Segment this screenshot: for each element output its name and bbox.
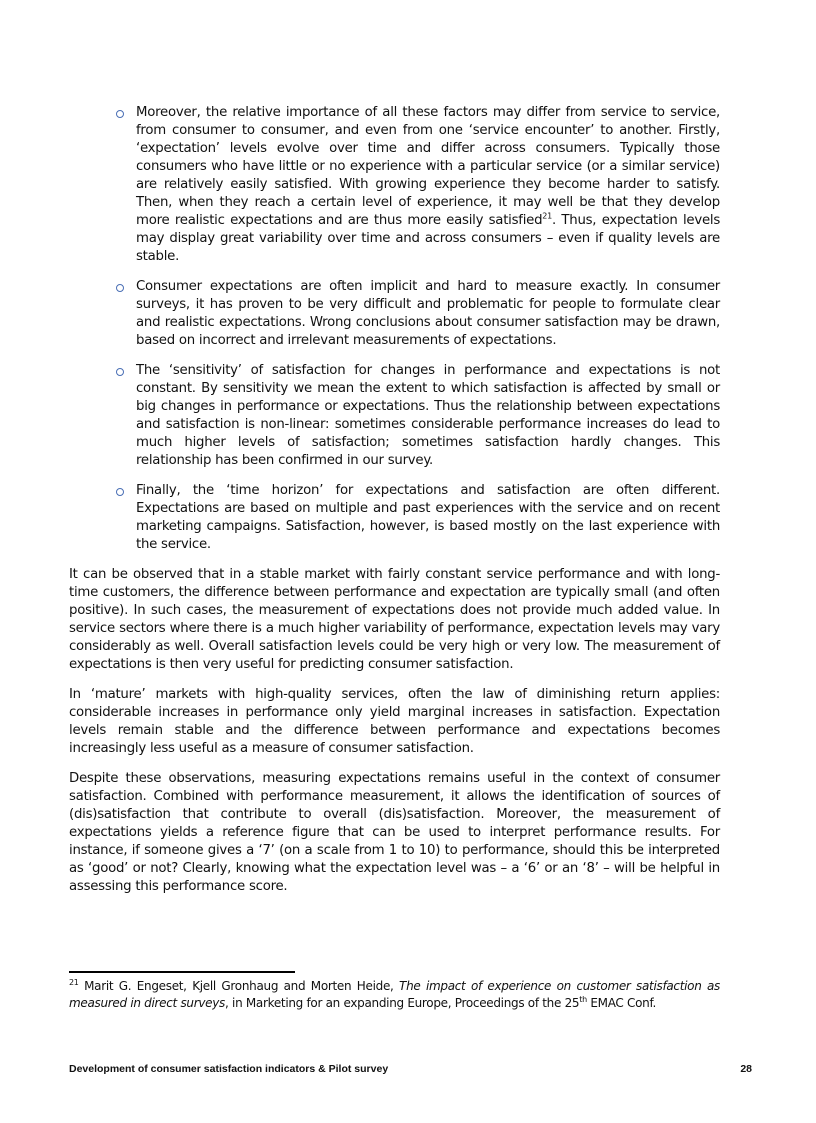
bullet-text-continued: . Thus, expectation levels may display great variability over time and across consumers – even if quality levels are stable. (136, 213, 721, 264)
list-item (69, 104, 720, 266)
footnote (69, 978, 720, 1012)
bullet-list (69, 104, 720, 554)
bullet-text: The ‘sensitivity’ of satisfaction for changes in performance and expectations is not constant. By sensitivity we mean the extent to which satisfaction is affected by small or big changes in performance or expectations. Thus the relationship between expectations and satisfaction is non-linear: sometimes considerable performance increases do lead to much higher levels of satisfaction; sometimes satisfaction hardly changes. This relationship has been confirmed in our survey. (136, 363, 720, 468)
page-number: 28 (740, 1063, 752, 1075)
body-paragraph: In ‘mature’ markets with high-quality services, often the law of diminishing return applies: considerable increases in performance only yield marginal increases in satisfaction. Expectation levels remain stable and the difference between performance and expectations becomes increasingly less useful as a measure of consumer satisfaction. (69, 687, 720, 756)
hollow-circle-bullet-icon (116, 284, 124, 292)
footnote-end: EMAC Conf. (586, 996, 657, 1010)
bullet-text: Consumer expectations are often implicit and hard to measure exactly. In consumer surveys, it has proven to be very difficult and problematic for people to formulate clear and realistic expectations. Wrong conclusions about consumer satisfaction may be drawn, based on incorrect and irrelevant measurements of expectations. (136, 279, 720, 348)
bullet-text: Finally, the ‘time horizon’ for expectations and satisfaction are often different. Expectations are based on multiple and past experiences with the service and on recent marketing campaigns. Satisfaction, however, is based mostly on the last experience with the service. (136, 483, 720, 552)
body-paragraph: It can be observed that in a stable market with fairly constant service performance and with long-time customers, the difference between performance and expectation are typically small (and often positive). In such cases, the measurement of expectations does not provide much added value. In service sectors where there is a much higher variability of performance, expectation levels may vary considerably as well. Overall satisfaction levels could be very high or very low. The measurement of expectations is then very useful for predicting consumer satisfaction. (69, 567, 720, 672)
list-item (69, 278, 720, 350)
footnote-number: 21 (69, 978, 79, 987)
body-paragraph: Despite these observations, measuring expectations remains useful in the context of consumer satisfaction. Combined with performance measurement, it allows the identification of sources of (dis)satisfaction that contribute to overall (dis)satisfaction. Moreover, the measurement of expectations yields a reference figure that can be used to interpret performance results. For instance, if someone gives a ‘7’ (on a scale from 1 to 10) to performance, should this be interpreted as ‘good’ or not? Clearly, knowing what the expectation level was – a ‘6’ or an ‘8’ – will be helpful in assessing this performance score. (69, 771, 720, 894)
footnote-authors: Marit G. Engeset, Kjell Gronhaug and Morten Heide, (78, 979, 400, 993)
hollow-circle-bullet-icon (116, 110, 124, 118)
footnote-reference[interactable]: 21 (542, 211, 552, 221)
hollow-circle-bullet-icon (116, 368, 124, 376)
footer-title: Development of consumer satisfaction indicators & Pilot survey (69, 1063, 389, 1075)
list-item (69, 482, 720, 554)
footnote-source: , in Marketing for an expanding Europe, Proceedings of the 25 (225, 996, 580, 1010)
page-footer (69, 1063, 752, 1075)
footnote-divider (69, 971, 295, 973)
bullet-text: Moreover, the relative importance of all these factors may differ from service to service, from consumer to consumer, and even from one ‘service encounter’ to another. Firstly, ‘expectation’ levels evolve over time and differ across consumers. Typically those consumers who have little or no experience with a particular service (or a similar service) are relatively easily satisfied. With growing experience they become harder to satisfy. Then, when they reach a certain level of experience, it may well be that they develop more realistic expectations and are thus more easily satisfied (136, 105, 720, 228)
main-content (69, 104, 720, 908)
footnote-ordinal: th (579, 995, 587, 1004)
footnote-title: The impact of experience on customer satisfaction as measured in direct surveys (69, 979, 720, 1010)
hollow-circle-bullet-icon (116, 488, 124, 496)
list-item (69, 362, 720, 470)
